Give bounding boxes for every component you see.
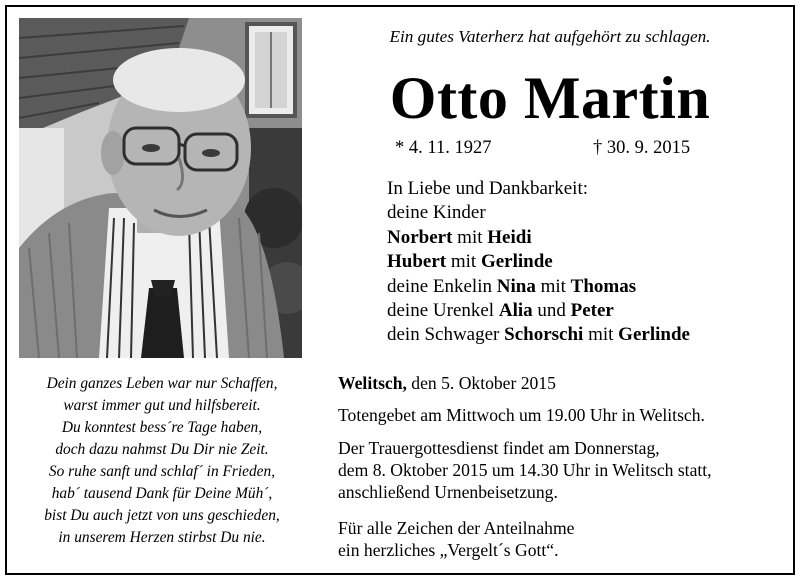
- mourner-name: Thomas: [570, 275, 637, 297]
- mourner-name: Peter: [570, 300, 614, 322]
- motto: Ein gutes Vaterherz hat aufgehört zu schlagen.: [389, 27, 711, 46]
- thanks-line: Für alle Zeichen der Anteilnahme: [338, 518, 575, 538]
- mourners-line: deine Kinder: [387, 202, 486, 224]
- thanks-info: [338, 517, 574, 561]
- service-line: anschließend Urnenbeisetzung.: [338, 482, 558, 502]
- mourner-name: Alia: [498, 300, 533, 322]
- service-info: [338, 437, 712, 503]
- service-line: Der Trauergottesdienst findet am Donnerstag,: [338, 438, 660, 458]
- mourners-line: deine Urenkel Alia und Peter: [387, 300, 614, 322]
- mourners-intro: In Liebe und Dankbarkeit:: [387, 178, 589, 199]
- poem-line: warst immer gut und hilfsbereit.: [63, 397, 261, 414]
- date: den 5. Oktober 2015: [406, 373, 556, 393]
- poem-line: Dein ganzes Leben war nur Schaffen,: [46, 375, 278, 392]
- place-date: [338, 372, 556, 394]
- poem: [14, 373, 310, 549]
- poem-line: hab´ tausend Dank für Deine Müh´,: [51, 485, 273, 502]
- service-line: dem 8. Oktober 2015 um 14.30 Uhr in Welitsch statt,: [338, 460, 712, 480]
- place: Welitsch,: [338, 373, 407, 393]
- mourner-name: Schorschi: [504, 324, 584, 346]
- mourners-list: [387, 177, 690, 348]
- mourner-name: Norbert: [387, 226, 453, 248]
- poem-line: in unserem Herzen stirbst Du nie.: [58, 529, 266, 546]
- poem-line: doch dazu nahmst Du Dir nie Zeit.: [55, 441, 269, 458]
- mourners-line: dein Schwager Schorschi mit Gerlinde: [387, 324, 690, 346]
- mourners-line: deine Enkelin Nina mit Thomas: [387, 275, 637, 297]
- mourner-name: Nina: [496, 275, 536, 297]
- mourner-name: Gerlinde: [618, 324, 690, 346]
- portrait-photo: [19, 18, 302, 358]
- poem-line: Du konntest bess´re Tage haben,: [61, 419, 263, 436]
- prayer-info: Totengebet am Mittwoch um 19.00 Uhr in Welitsch.: [338, 405, 705, 425]
- mourners-line: Norbert mit Heidi: [387, 226, 532, 248]
- deceased-name: Otto Martin: [389, 65, 711, 131]
- birth-date: * 4. 11. 1927: [395, 138, 492, 158]
- poem-line: bist Du auch jetzt von uns geschieden,: [44, 507, 280, 524]
- mourner-name: Hubert: [387, 251, 447, 273]
- mourner-name: Gerlinde: [480, 251, 553, 273]
- mourners-line: Hubert mit Gerlinde: [387, 251, 553, 273]
- thanks-line: ein herzliches „Vergelt´s Gott“.: [338, 540, 559, 560]
- mourner-name: Heidi: [487, 226, 532, 248]
- poem-line: So ruhe sanft und schlaf´ in Frieden,: [48, 463, 276, 480]
- death-date: † 30. 9. 2015: [593, 138, 691, 158]
